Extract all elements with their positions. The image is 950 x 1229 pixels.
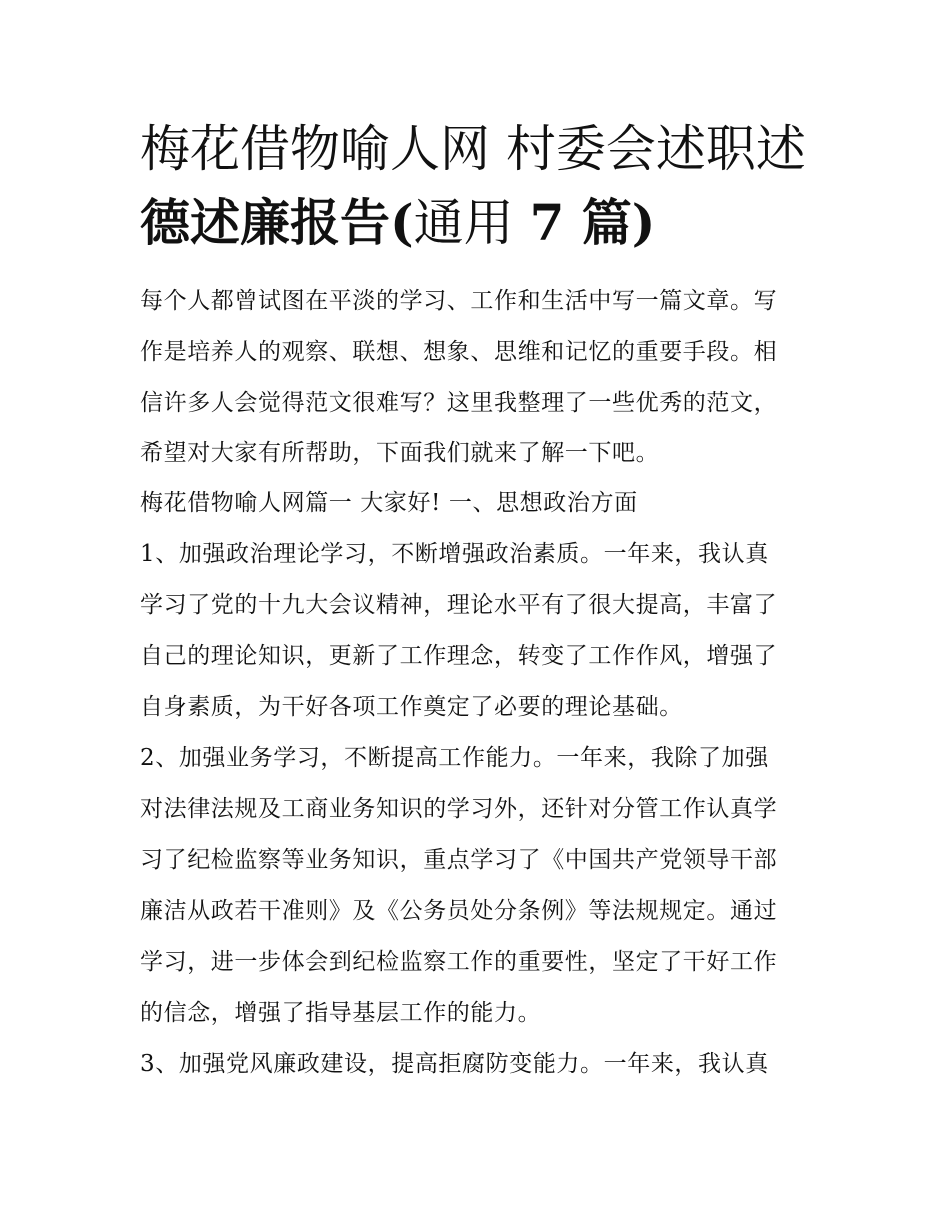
title-line-2-part-d: 篇) <box>564 193 656 252</box>
body-line-1: 每个人都曾试图在平淡的学习、工作和生活中写一篇文章。写 <box>140 288 778 314</box>
title-line-2-part-b: 通用 <box>413 194 530 252</box>
body-line-2: 作是培养人的观察、联想、想象、思维和记忆的重要手段。相 <box>140 339 778 365</box>
body-line-10: 2、加强业务学习，不断提高工作能力。一年来，我除了加强 <box>140 745 769 771</box>
body-line-8: 自己的理论知识，更新了工作理念，转变了工作作风，增强了 <box>140 643 778 669</box>
body-line-16: 3、加强党风廉政建设，提高拒腐防变能力。一年来，我认真 <box>140 1051 769 1077</box>
body-line-3: 信许多人会觉得范文很难写？这里我整理了一些优秀的范文， <box>140 390 778 416</box>
body-line-7: 学习了党的十九大会议精神，理论水平有了很大提高，丰富了 <box>140 592 778 618</box>
body-line-14: 学习，进一步体会到纪检监察工作的重要性，坚定了干好工作 <box>140 949 778 975</box>
body-line-15: 的信念，增强了指导基层工作的能力。 <box>140 1000 542 1026</box>
body-line-4: 希望对大家有所帮助，下面我们就来了解一下吧。 <box>140 440 660 466</box>
title-line-2-number: 7 <box>529 193 565 252</box>
body-line-12: 习了纪检监察等业务知识，重点学习了《中国共产党领导干部 <box>140 847 778 873</box>
section-heading-line: 梅花借物喻人网篇一 大家好! 一、思想政治方面 <box>140 490 638 516</box>
title-line-2-part-a: 德述廉报告( <box>140 193 414 252</box>
document-title <box>140 112 820 260</box>
body-line-13: 廉洁从政若干准则》及《公务员处分条例》等法规规定。通过 <box>140 898 778 924</box>
title-line-1: 梅花借物喻人网 村委会述职述 <box>140 120 806 178</box>
body-line-11: 对法律法规及工商业务知识的学习外，还针对分管工作认真学 <box>140 796 778 822</box>
title-line-2 <box>140 186 820 260</box>
body-line-6: 1、加强政治理论学习，不断增强政治素质。一年来，我认真 <box>140 541 769 567</box>
body-line-9: 自身素质，为干好各项工作奠定了必要的理论基础。 <box>140 694 683 720</box>
